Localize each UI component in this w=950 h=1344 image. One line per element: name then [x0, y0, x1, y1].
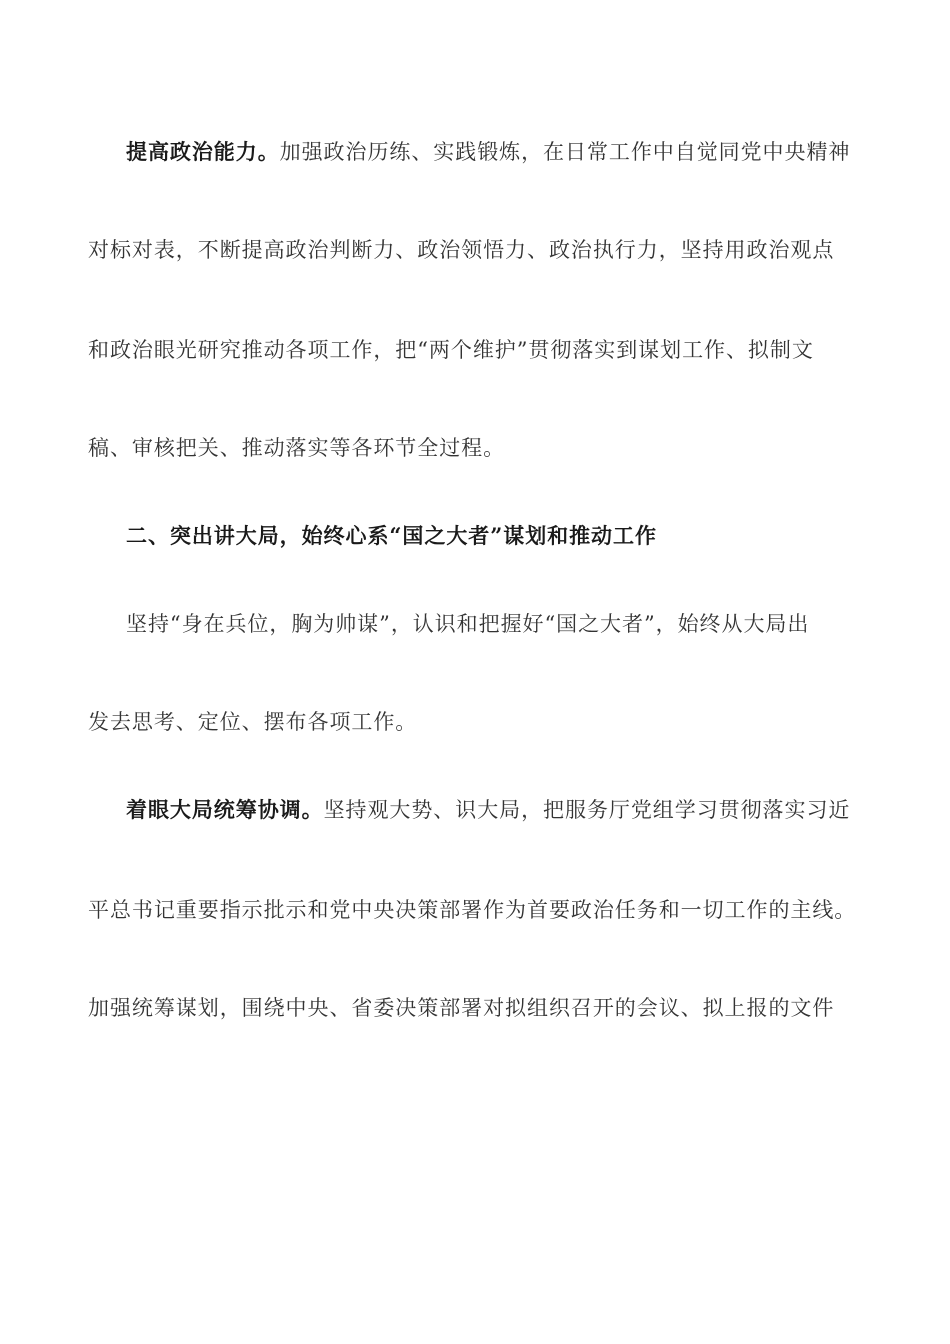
- paragraph-line: 坚持“身在兵位，胸为帅谋”，认识和把握好“国之大者”，始终从大局出: [126, 612, 810, 636]
- section-heading: 二、突出讲大局，始终心系“国之大者”谋划和推动工作: [126, 523, 657, 548]
- paragraph-line: [126, 796, 868, 824]
- paragraph-line: 对标对表，不断提高政治判断力、政治领悟力、政治执行力，坚持用政治观点: [88, 238, 835, 262]
- paragraph-lead-heading: 着眼大局统筹协调。: [126, 797, 324, 822]
- paragraph-text: 加强政治历练、实践锻炼，在日常工作中自觉同党中央精神: [279, 140, 851, 164]
- paragraph-line: 平总书记重要指示批示和党中央决策部署作为首要政治任务和一切工作的主线。: [88, 898, 857, 922]
- paragraph-line: 加强统筹谋划，围绕中央、省委决策部署对拟组织召开的会议、拟上报的文件: [88, 996, 835, 1020]
- paragraph-line: 发去思考、定位、摆布各项工作。: [88, 710, 418, 734]
- paragraph-line: 和政治眼光研究推动各项工作，把“两个维护”贯彻落实到谋划工作、拟制文: [88, 338, 814, 362]
- paragraph-line: 稿、审核把关、推动落实等各环节全过程。: [88, 436, 506, 460]
- paragraph-text: 坚持观大势、识大局，把服务厅党组学习贯彻落实习近: [323, 798, 851, 822]
- paragraph-lead-heading: 提高政治能力。: [126, 139, 280, 164]
- paragraph-line: [126, 138, 868, 166]
